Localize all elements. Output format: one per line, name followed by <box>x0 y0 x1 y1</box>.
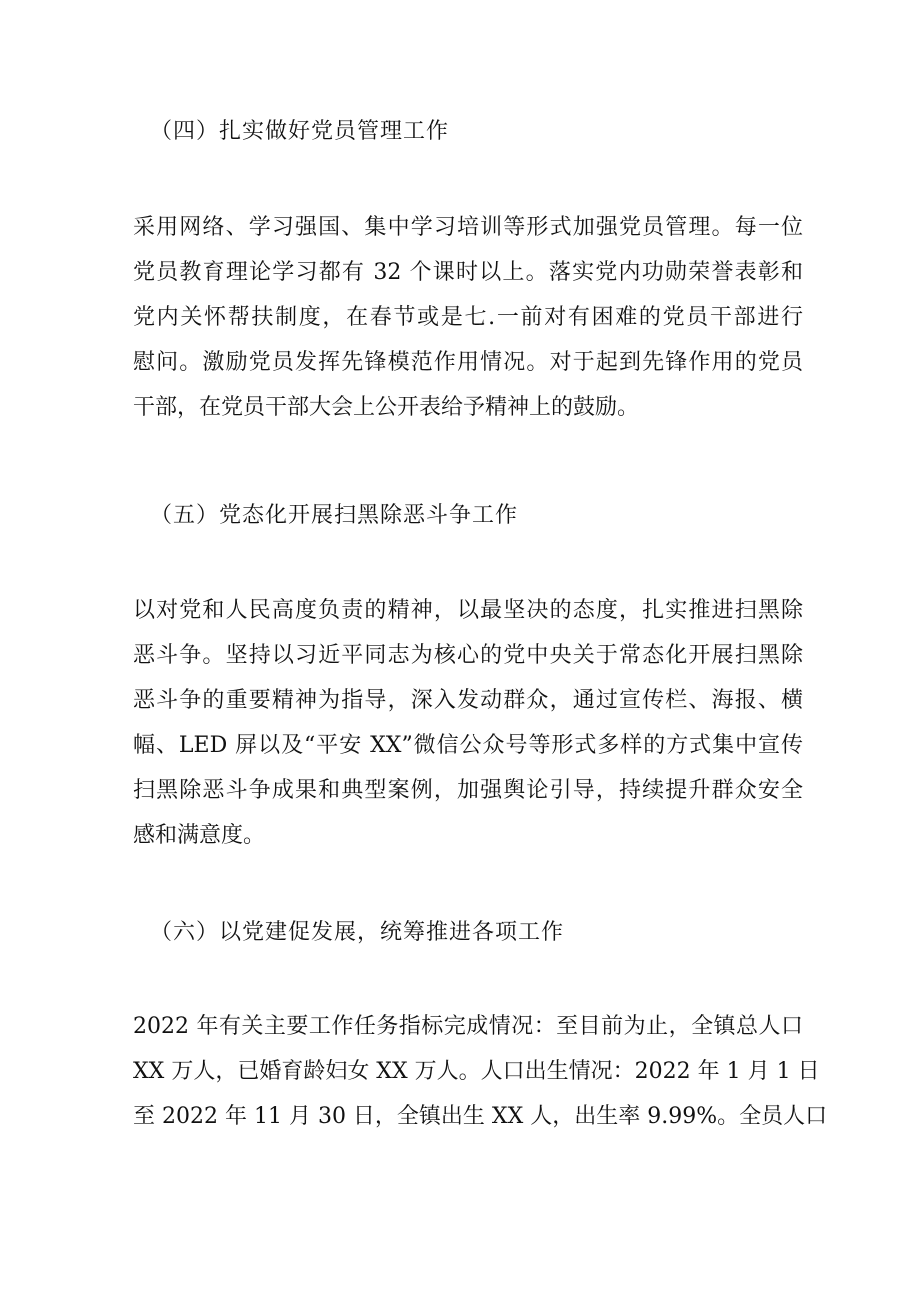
section-5-paragraph <box>133 588 803 858</box>
section-4-paragraph <box>133 205 803 430</box>
paragraph-line: 感和满意度。 <box>133 823 266 848</box>
paragraph-line: 恶斗争的重要精神为指导，深入发动群众，通过宣传栏、海报、横 <box>133 688 803 713</box>
paragraph-line: 党员教育理论学习都有 32 个课时以上。落实党内功勋荣誉表彰和 <box>133 260 803 285</box>
paragraph-line: 扫黑除恶斗争成果和典型案例，加强舆论引导，持续提升群众安全 <box>133 778 803 803</box>
section-5-heading: （五）党态化开展扫黑除恶斗争工作 <box>150 503 519 528</box>
paragraph-line: XX 万人，已婚育龄妇女 XX 万人。人口出生情况：2022 年 1 月 1 日 <box>133 1059 820 1084</box>
section-6-heading: （六）以党建促发展，统筹推进各项工作 <box>150 920 565 945</box>
paragraph-line: 慰问。激励党员发挥先锋模范作用情况。对于起到先锋作用的党员 <box>133 350 803 375</box>
paragraph-line: 干部，在党员干部大会上公开表给予精神上的鼓励。 <box>133 395 640 420</box>
paragraph-line: 至 2022 年 11 月 30 日，全镇出生 XX 人，出生率 9.99%。全员人口 <box>133 1104 828 1129</box>
paragraph-line: 2022 年有关主要工作任务指标完成情况：至目前为止，全镇总人口 <box>133 1014 803 1039</box>
paragraph-line: 采用网络、学习强国、集中学习培训等形式加强党员管理。每一位 <box>133 215 803 240</box>
paragraph-line: 以对党和人民高度负责的精神，以最坚决的态度，扎实推进扫黑除 <box>133 598 803 623</box>
section-4-heading: （四）扎实做好党员管理工作 <box>150 119 450 144</box>
paragraph-line: 幅、LED 屏以及“平安 XX”微信公众号等形式多样的方式集中宣传 <box>133 733 803 758</box>
section-6-paragraph <box>133 1004 828 1139</box>
paragraph-line: 党内关怀帮扶制度，在春节或是七.一前对有困难的党员干部进行 <box>133 305 803 330</box>
paragraph-line: 恶斗争。坚持以习近平同志为核心的党中央关于常态化开展扫黑除 <box>133 643 803 668</box>
